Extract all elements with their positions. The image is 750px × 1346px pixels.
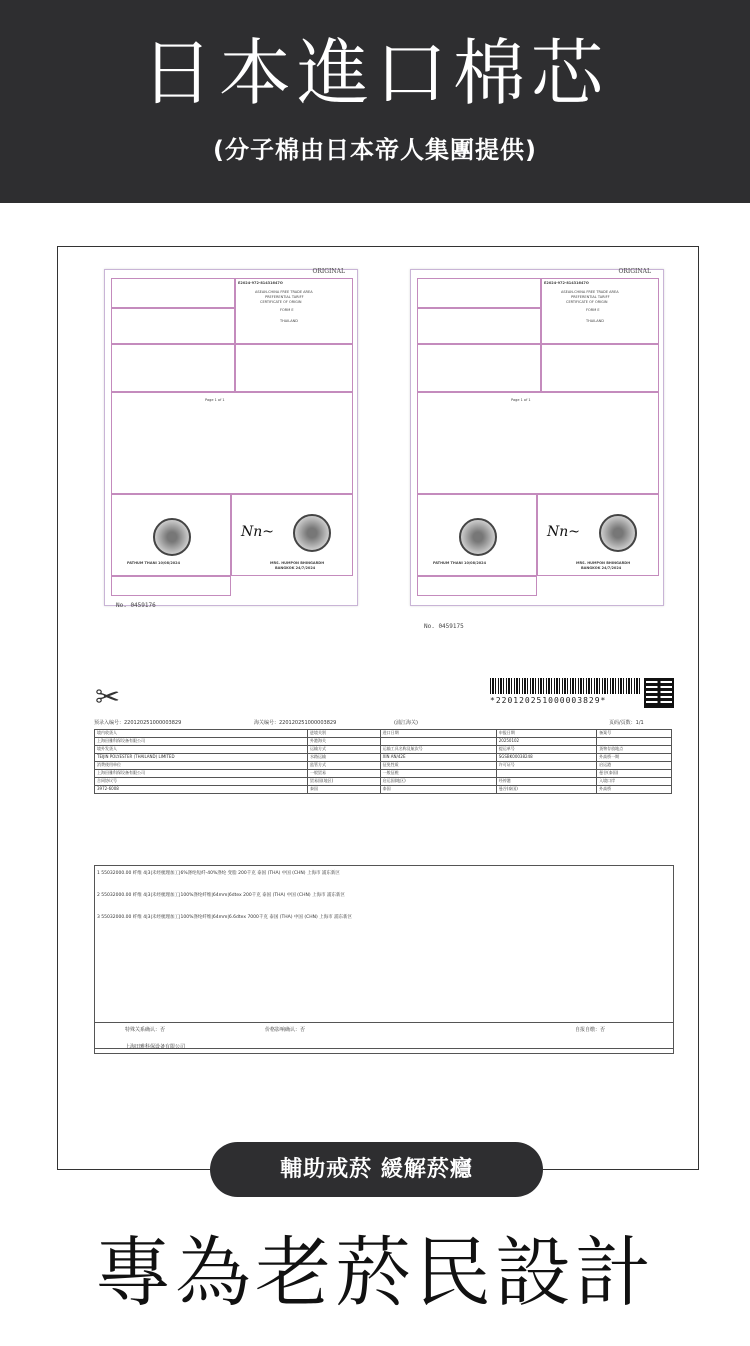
field-cell: 境内收货人 bbox=[95, 730, 308, 738]
item-row: 3 55032000.00 纤维 4|3|未经梳理加工|100%涤纶纤维|64mm|6.6dtex 7000千克 泰国 (THA) 中国 (CHN) 上海市 浦东新区 bbox=[97, 915, 353, 920]
signature: Nn~ bbox=[547, 524, 580, 540]
field-cell: 征免性质 bbox=[380, 762, 496, 770]
issuer-name: MRS. HUMPON BHINGARDH bbox=[270, 561, 325, 565]
seal-stamp-icon bbox=[459, 518, 497, 556]
form-title-1: ASEAN-CHINA FREE TRADE AREA bbox=[255, 290, 313, 294]
thai-emblem-stamp-icon bbox=[293, 514, 331, 552]
field-row bbox=[95, 778, 672, 786]
field-cell: SGSBK00038248 bbox=[496, 754, 596, 762]
goods-box bbox=[417, 392, 659, 494]
issued-in: THAILAND bbox=[280, 319, 298, 323]
field-cell: 境外发货人 bbox=[95, 746, 308, 754]
official-use-box bbox=[235, 344, 353, 392]
field-cell: 上海田雅科保设备有限公司 bbox=[95, 770, 308, 778]
field-cell: 外港海关 bbox=[308, 738, 381, 746]
barcode-icon bbox=[490, 678, 640, 694]
field-cell bbox=[380, 738, 496, 746]
consignee-box bbox=[111, 308, 235, 344]
page-count: Page 1 of 1 bbox=[511, 398, 531, 402]
field-cell bbox=[496, 770, 596, 778]
consignee-box bbox=[417, 308, 541, 344]
preentry-no: 预录入编号：220120251000003829 bbox=[94, 720, 182, 726]
form-name: FORM E bbox=[586, 308, 600, 312]
special-relation: 特殊关系确认：否 bbox=[125, 1027, 166, 1033]
field-cell: 提运单号 bbox=[496, 746, 596, 754]
transport-box bbox=[417, 344, 541, 392]
reference-no: E2024-972-81431647O bbox=[544, 281, 589, 285]
field-cell: 泰国 bbox=[308, 786, 381, 794]
field-cell: 水路运输 bbox=[308, 754, 381, 762]
issuer-place: BANGKOK 24/7/2024 bbox=[275, 566, 316, 570]
page-indicator: 页码/页数：1/1 bbox=[609, 720, 644, 726]
goods-box bbox=[111, 392, 353, 494]
form-name: FORM E bbox=[280, 308, 294, 312]
field-cell: 上海田雅科保设备有限公司 bbox=[95, 738, 308, 746]
field-cell: 进口日期 bbox=[380, 730, 496, 738]
field-cell: 申报日期 bbox=[496, 730, 596, 738]
field-cell: 运输方式 bbox=[308, 746, 381, 754]
form-title-3: CERTIFICATE OF ORIGIN bbox=[566, 300, 608, 304]
document-frame bbox=[57, 246, 699, 1170]
customs-emblem-icon: ✂ bbox=[95, 680, 121, 715]
field-cell: 外高桥一期 bbox=[597, 754, 672, 762]
place-date: PATHUM THANI 10/08/2024 bbox=[127, 561, 181, 565]
issuer-place: BANGKOK 24/7/2024 bbox=[581, 566, 622, 570]
issuer-name: MRS. HUMPON BHINGARDH bbox=[576, 561, 631, 565]
customs-office: (浦江海关) bbox=[394, 720, 418, 726]
declarant-unit: 上海田雅科保设备有限公司 bbox=[125, 1044, 186, 1050]
field-cell: 外高桥 bbox=[597, 786, 672, 794]
checkbox-area bbox=[417, 576, 537, 596]
official-use-box bbox=[541, 344, 659, 392]
field-cell: 货物存放地点 bbox=[597, 746, 672, 754]
item-row: 1 55032000.00 纤维 4|3|未经梳理加工|6%涤纶短纤-40%涤纶 变脂 200千克 泰国 (THA) 中国 (CHN) 上海市 浦东新区 bbox=[97, 871, 340, 876]
field-row bbox=[95, 754, 672, 762]
reference-box bbox=[235, 278, 353, 344]
transport-box bbox=[111, 344, 235, 392]
place-date: PATHUM THANI 10/08/2024 bbox=[433, 561, 487, 565]
field-cell: 启运国(地区) bbox=[380, 778, 496, 786]
field-cell: 监管方式 bbox=[308, 762, 381, 770]
field-cell: 泰国 bbox=[380, 786, 496, 794]
field-cell: 曼谷(泰国) bbox=[597, 770, 672, 778]
field-row bbox=[95, 762, 672, 770]
item-row: 2 55032000.00 纤维 4|3|未经梳理加工|100%涤纶纤维|64mm|6dtex 200千克 泰国 (THA) 中国 (CHN) 上海市 浦东新区 bbox=[97, 893, 345, 898]
issued-in: THAILAND bbox=[586, 319, 604, 323]
signature: Nn~ bbox=[241, 524, 274, 540]
self-declare: 自报自缴：否 bbox=[575, 1027, 606, 1033]
customs-no: 海关编号：220120251000003829 bbox=[254, 720, 337, 726]
header-banner bbox=[0, 0, 750, 203]
checkbox-area bbox=[111, 576, 231, 596]
field-cell: TEIJIN POLYESTER (THAILAND) LIMITED bbox=[95, 754, 308, 762]
page-count: Page 1 of 1 bbox=[205, 398, 225, 402]
barcode-number: *220120251000003829* bbox=[490, 696, 607, 705]
page-subtitle: (分子棉由日本帝人集團提供) bbox=[213, 136, 537, 164]
field-cell: 一般贸易 bbox=[308, 770, 381, 778]
field-row bbox=[95, 786, 672, 794]
original-label: ORIGINAL bbox=[618, 268, 651, 275]
declaration-footer bbox=[94, 1022, 674, 1054]
field-cell: 备案号 bbox=[597, 730, 672, 738]
field-cell: 进境关别 bbox=[308, 730, 381, 738]
declaration-header-row bbox=[94, 719, 674, 727]
feature-pill-badge: 輔助戒菸 緩解菸癮 bbox=[210, 1142, 543, 1197]
reference-no: E2024-972-81431647O bbox=[238, 281, 283, 285]
field-cell: 启运港 bbox=[597, 762, 672, 770]
field-cell: 许可证号 bbox=[496, 762, 596, 770]
field-cell: 20250102 bbox=[496, 738, 596, 746]
original-label: ORIGINAL bbox=[312, 268, 345, 275]
field-cell: 贸易国(地区) bbox=[308, 778, 381, 786]
form-title-3: CERTIFICATE OF ORIGIN bbox=[260, 300, 302, 304]
field-cell: 经停港 bbox=[496, 778, 596, 786]
certificate-of-origin-left bbox=[104, 269, 358, 606]
certificate-of-origin-right bbox=[410, 269, 664, 606]
customs-declaration bbox=[90, 672, 670, 1072]
field-cell: 3972-6008 bbox=[95, 786, 308, 794]
certificate-serial-left: No. 0459176 bbox=[116, 602, 156, 609]
certificate-serial-right: No. 0459175 bbox=[424, 623, 464, 630]
price-influence: 价格影响确认：否 bbox=[265, 1027, 306, 1033]
field-cell: XIN AN/42E bbox=[380, 754, 496, 762]
field-row bbox=[95, 730, 672, 738]
exporter-box bbox=[417, 278, 541, 308]
form-title-2: PREFERENTIAL TARIFF bbox=[265, 295, 304, 299]
field-cell: 入境口岸 bbox=[597, 778, 672, 786]
bottom-headline: 專為老菸民設計 bbox=[95, 1228, 655, 1317]
field-row bbox=[95, 770, 672, 778]
qr-code-icon bbox=[644, 678, 674, 708]
exporter-box bbox=[111, 278, 235, 308]
reference-box bbox=[541, 278, 659, 344]
field-cell: 曼谷(泰国) bbox=[496, 786, 596, 794]
field-cell: 一般征税 bbox=[380, 770, 496, 778]
field-cell: 合同协议号 bbox=[95, 778, 308, 786]
form-title-2: PREFERENTIAL TARIFF bbox=[571, 295, 610, 299]
seal-stamp-icon bbox=[153, 518, 191, 556]
field-row bbox=[95, 746, 672, 754]
thai-emblem-stamp-icon bbox=[599, 514, 637, 552]
field-cell: 运输工具名称及航次号 bbox=[380, 746, 496, 754]
field-row bbox=[95, 738, 672, 746]
declaration-fields-table bbox=[94, 729, 672, 794]
field-cell bbox=[597, 738, 672, 746]
field-cell: 消费使用单位 bbox=[95, 762, 308, 770]
form-title-1: ASEAN-CHINA FREE TRADE AREA bbox=[561, 290, 619, 294]
page-title: 日本進口棉芯 bbox=[140, 31, 609, 115]
